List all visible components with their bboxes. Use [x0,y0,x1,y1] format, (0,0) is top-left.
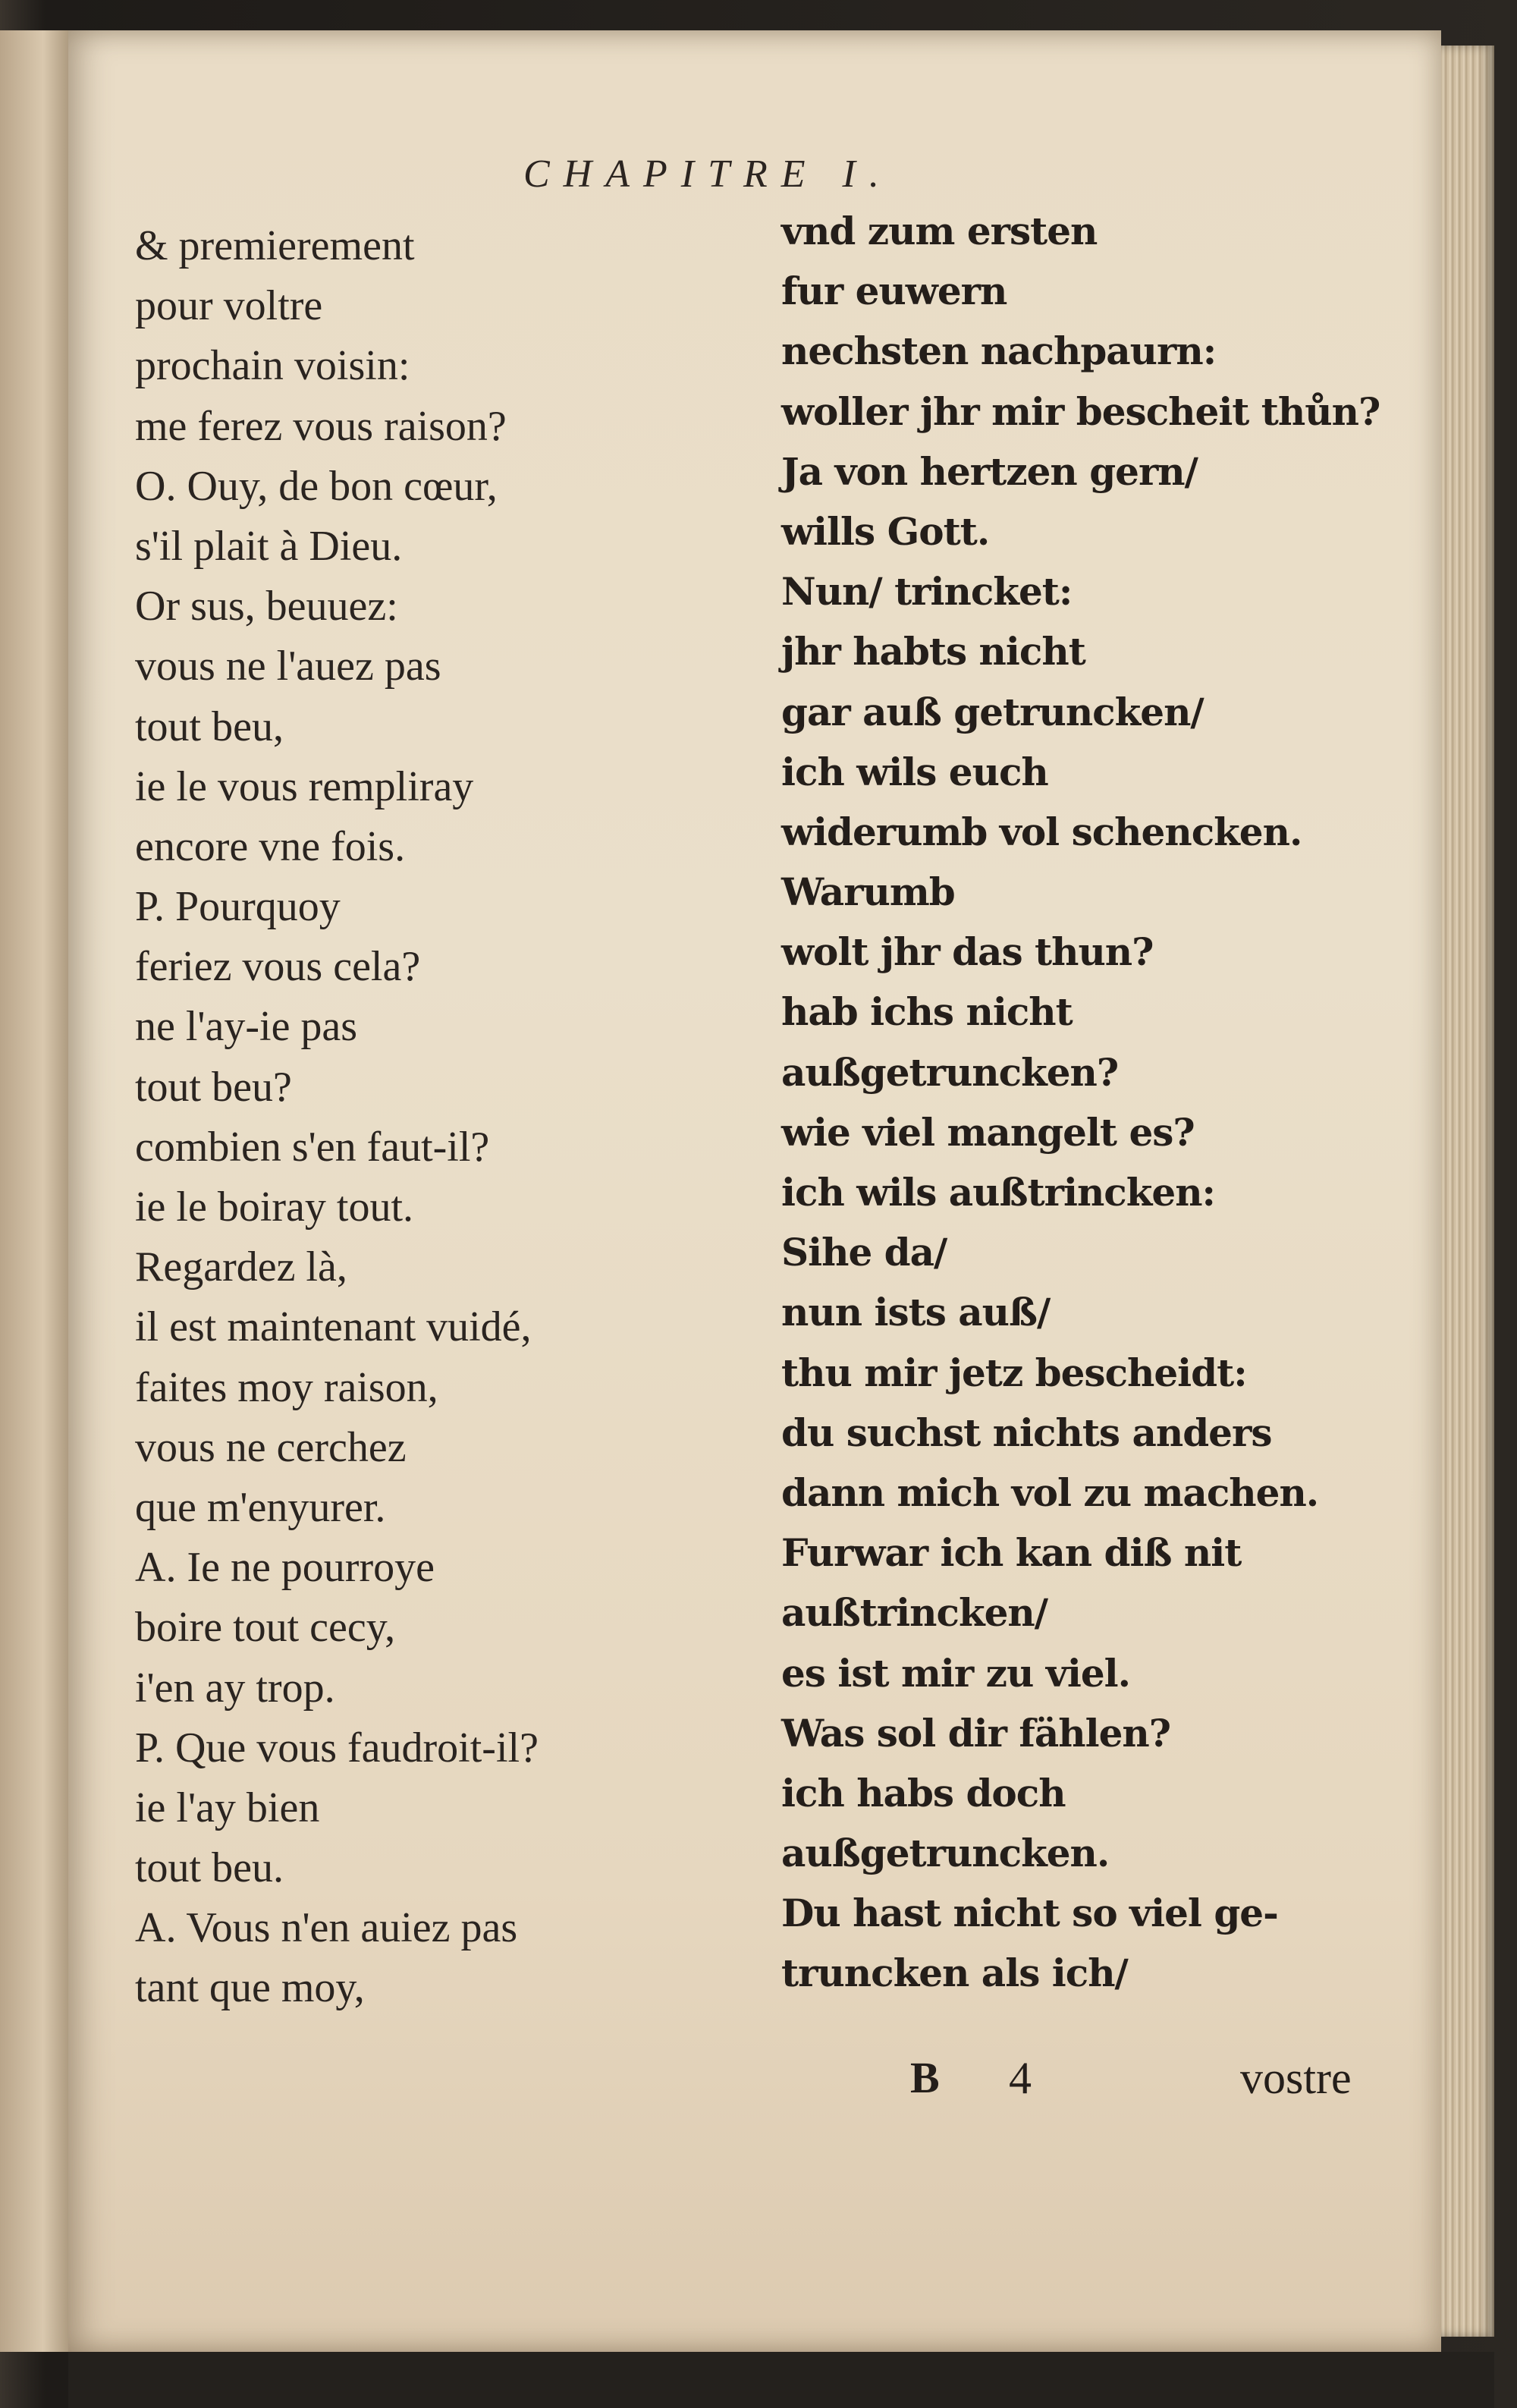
german-text-line: ich wils außtrincken: [781,1170,1216,1215]
french-text-line: pour voltre [135,282,323,330]
french-text-line: vous ne l'auez pas [135,643,441,690]
german-text-line: fur euwern [781,269,1007,314]
german-text-line: Ja von hertzen gern/ [781,448,1198,494]
german-text-line: ich habs doch [781,1770,1066,1815]
german-text-line: Was sol dir fählen? [781,1710,1171,1756]
german-text-line: Du hast nicht so viel ge- [781,1891,1278,1936]
german-text-line: es ist mir zu viel. [781,1650,1131,1696]
french-text-line: ie le vous rempliray [135,762,474,810]
french-text-line: boire tout cecy, [135,1604,396,1652]
french-text-line: Regardez là, [135,1243,347,1291]
french-text-line: P. Pourquoy [135,883,341,931]
catchword: vostre [1240,2053,1352,2103]
german-text-line: hab ichs nicht [781,989,1073,1035]
french-text-line: il est maintenant vuidé, [135,1303,532,1351]
german-text-line: thu mir jetz bescheidt: [781,1350,1247,1395]
french-text-line: vous ne cerchez [135,1423,407,1471]
french-text-line: Or sus, beuuez: [135,583,398,630]
page-fore-edge [1441,46,1494,2337]
previous-page-edge [0,30,74,2352]
chapter-heading: CHAPITRE I. [523,152,893,196]
german-text-line: außgetruncken? [781,1049,1119,1095]
german-text-line: wie viel mangelt es? [781,1109,1195,1155]
german-text-line: Furwar ich kan diß nit [781,1530,1242,1576]
french-text-line: tant que moy, [135,1964,365,2012]
french-text-line: ne l'ay-ie pas [135,1003,358,1051]
scan-bottom-edge [68,2352,1494,2408]
french-text-line: A. Ie ne pourroye [135,1544,435,1592]
french-text-line: ie l'ay bien [135,1784,320,1831]
french-text-line: prochain voisin: [135,342,410,390]
german-column [781,201,1411,2004]
german-text-line: wills Gott. [781,508,990,554]
french-text-line: ie le boiray tout. [135,1184,414,1231]
german-text-line: jhr habts nicht [781,629,1085,674]
french-text-line: A. Vous n'en auiez pas [135,1904,518,1952]
german-text-line: ich wils euch [781,749,1048,794]
french-text-line: O. Ouy, de bon cœur, [135,462,498,510]
signature-mark: B [910,2053,940,2102]
german-text-line: wolt jhr das thun? [781,929,1154,975]
page-footer [910,2052,1396,2113]
german-text-line: du suchst nichts anders [781,1410,1272,1455]
german-text-line: nun ists auß/ [781,1290,1051,1335]
german-text-line: Nun/ trincket: [781,569,1073,615]
french-text-line: feriez vous cela? [135,943,421,991]
page-number: 4 [1009,2053,1032,2103]
german-text-line: dann mich vol zu machen. [781,1470,1319,1515]
french-text-line: encore vne fois. [135,822,406,870]
french-text-line: s'il plait à Dieu. [135,522,403,570]
german-text-line: nechsten nachpaurn: [781,329,1217,374]
french-text-line: i'en ay trop. [135,1664,335,1712]
german-text-line: außgetruncken. [781,1831,1110,1876]
german-text-line: truncken als ich/ [781,1951,1128,1996]
german-text-line: vnd zum ersten [781,209,1098,253]
german-text-line: widerumb vol schencken. [781,809,1302,854]
french-text-line: tout beu? [135,1063,292,1111]
german-text-line: Warumb [781,869,955,915]
french-text-line: que m'enyurer. [135,1483,386,1531]
french-text-line: tout beu. [135,1844,284,1892]
german-text-line: außtrincken/ [781,1590,1048,1636]
french-text-line: faites moy raison, [135,1363,438,1411]
french-text-line: me ferez vous raison? [135,402,507,450]
german-text-line: Sihe da/ [781,1230,947,1275]
german-text-line: woller jhr mir bescheit thůn? [781,388,1380,434]
french-text-line: tout beu, [135,703,284,750]
french-text-line: & premierement [135,222,415,269]
french-text-line: P. Que vous faudroit-il? [135,1724,539,1771]
french-text-line: combien s'en faut-il? [135,1123,490,1171]
french-column [135,216,727,2019]
german-text-line: gar auß getruncken/ [781,689,1204,734]
